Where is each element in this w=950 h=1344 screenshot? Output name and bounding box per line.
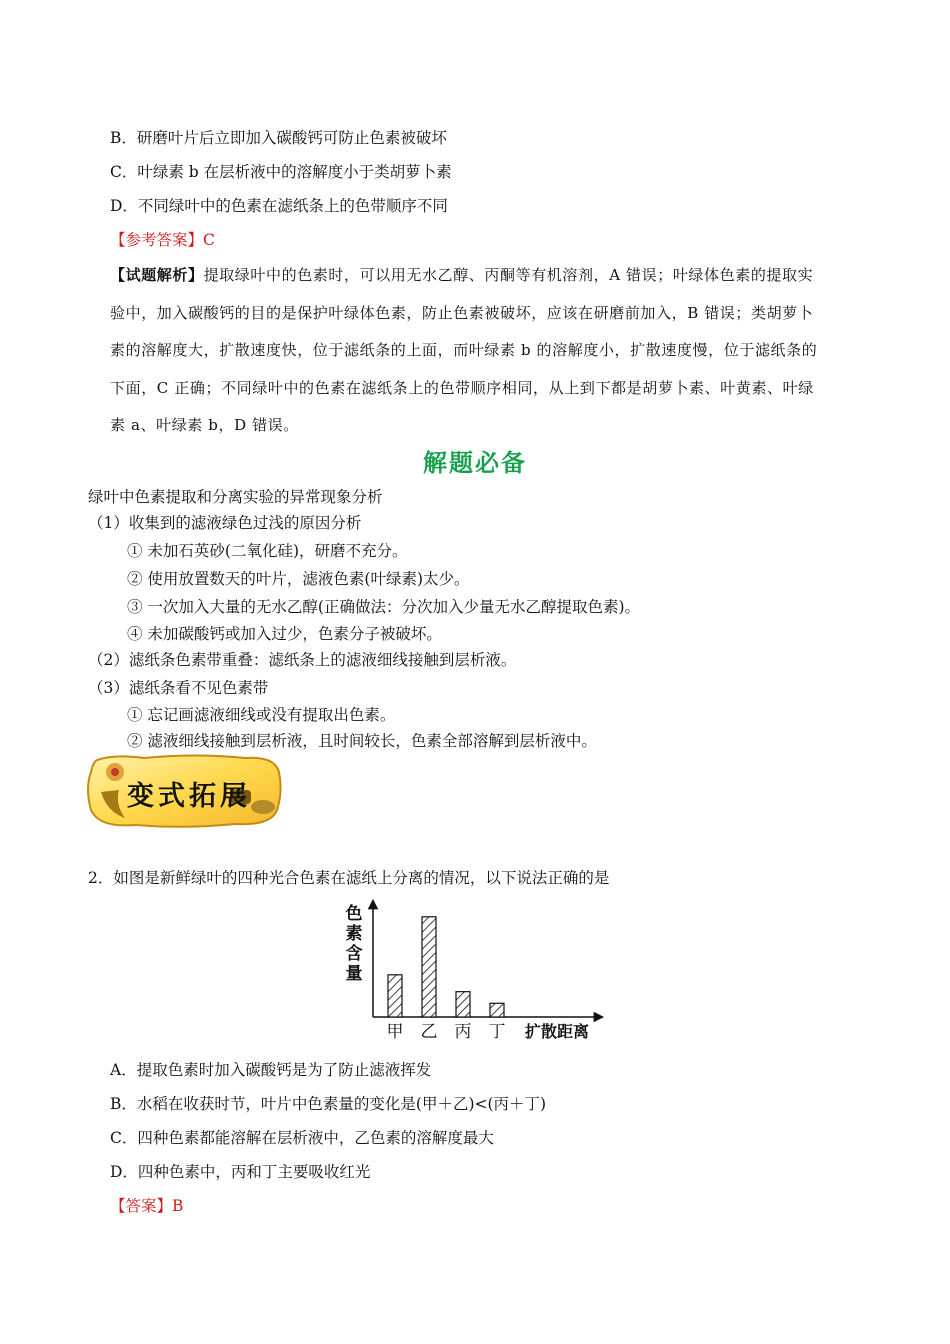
answer-tag: 【参考答案】	[110, 231, 204, 249]
q1-answer	[110, 230, 215, 250]
q1-option-d: D．不同绿叶中的色素在滤纸条上的色带顺序不同	[110, 197, 448, 215]
y-axis-label	[346, 903, 363, 984]
x-tick-label-1: 乙	[420, 1022, 438, 1042]
x-axis-label: 扩散距离	[525, 1022, 590, 1041]
bar-3	[490, 1003, 504, 1017]
analysis-line: 下面，C 正确；不同绿叶中的色素在滤纸条上的色带顺序相同，从上到下都是胡萝卜素、叶黄素、叶绿	[110, 378, 814, 397]
answer-tag: 【答案】	[110, 1197, 173, 1215]
x-tick-label-3: 丁	[488, 1022, 506, 1042]
q2-option-b: B．水稻在收获时节，叶片中色素量的变化是(甲＋乙)<(丙＋丁)	[110, 1095, 547, 1113]
item1-point: ③ 一次加入大量的无水乙醇(正确做法：分次加入少量无水乙醇提取色素)。	[127, 598, 641, 616]
y-axis-label-char: 含	[345, 944, 363, 964]
bar-0	[388, 975, 402, 1017]
section-title: 解题必备	[423, 448, 527, 477]
q2-option-a: A．提取色素时加入碳酸钙是为了防止滤液挥发	[110, 1061, 432, 1079]
answer-value: C	[203, 231, 215, 249]
y-axis-label-char: 素	[345, 924, 363, 944]
section-item-1: （1）收集到的滤液绿色过浅的原因分析	[88, 514, 362, 532]
q2-option-d: D．四种色素中，丙和丁主要吸收红光	[110, 1163, 371, 1181]
section-intro: 绿叶中色素提取和分离实验的异常现象分析	[88, 488, 383, 506]
analysis-line: 验中，加入碳酸钙的目的是保护叶绿体色素，防止色素被破坏，应该在研磨前加入，B 错误；类胡萝卜	[110, 303, 814, 322]
variant-extension-badge	[85, 752, 285, 830]
pigment-chart-svg	[340, 895, 615, 1045]
answer-value: B	[172, 1197, 184, 1215]
badge-text: 变式拓展	[127, 781, 251, 812]
bar-2	[456, 992, 470, 1017]
section-item-2: （2）滤纸条色素带重叠：滤纸条上的滤液细线接触到层析液。	[88, 651, 517, 669]
item3-point: ① 忘记画滤液细线或没有提取出色素。	[127, 706, 396, 724]
y-axis-label-char: 色	[345, 904, 363, 924]
q2-stem: 2．如图是新鲜绿叶的四种光合色素在滤纸上分离的情况，以下说法正确的是	[88, 869, 610, 887]
analysis-tag: 【试题解析】	[110, 266, 204, 284]
q1-option-b: B．研磨叶片后立即加入碳酸钙可防止色素被破坏	[110, 129, 447, 147]
item1-point: ① 未加石英砂(二氧化硅)，研磨不充分。	[127, 542, 408, 560]
item1-point: ② 使用放置数天的叶片，滤液色素(叶绿素)太少。	[127, 570, 470, 588]
y-axis-label-char: 量	[345, 964, 363, 984]
bar-1	[422, 917, 436, 1017]
pigment-chart	[340, 895, 615, 1045]
book-icon	[251, 800, 275, 814]
q2-option-c: C．四种色素都能溶解在层析液中，乙色素的溶解度最大	[110, 1129, 494, 1147]
item1-point: ④ 未加碳酸钙或加入过少，色素分子被破坏。	[127, 625, 442, 643]
section-item-3: （3）滤纸条看不见色素带	[88, 679, 269, 697]
analysis-line: 素 a、叶绿素 b，D 错误。	[110, 416, 299, 434]
analysis-line: 【试题解析】提取绿叶中的色素时，可以用无水乙醇、丙酮等有机溶剂，A 错误；叶绿体色素的提取实	[110, 266, 814, 284]
x-tick-label-0: 甲	[386, 1022, 404, 1042]
q1-option-c: C．叶绿素 b 在层析液中的溶解度小于类胡萝卜素	[110, 163, 452, 181]
analysis-line: 素的溶解度大，扩散速度快，位于滤纸条的上面，而叶绿素 b 的溶解度小，扩散速度慢，位于滤纸条的	[110, 341, 818, 359]
item3-point: ② 滤液细线接触到层析液，且时间较长，色素全部溶解到层析液中。	[127, 732, 597, 750]
q2-answer	[110, 1196, 183, 1216]
x-tick-label-2: 丙	[454, 1022, 472, 1042]
q1-analysis	[110, 257, 865, 445]
